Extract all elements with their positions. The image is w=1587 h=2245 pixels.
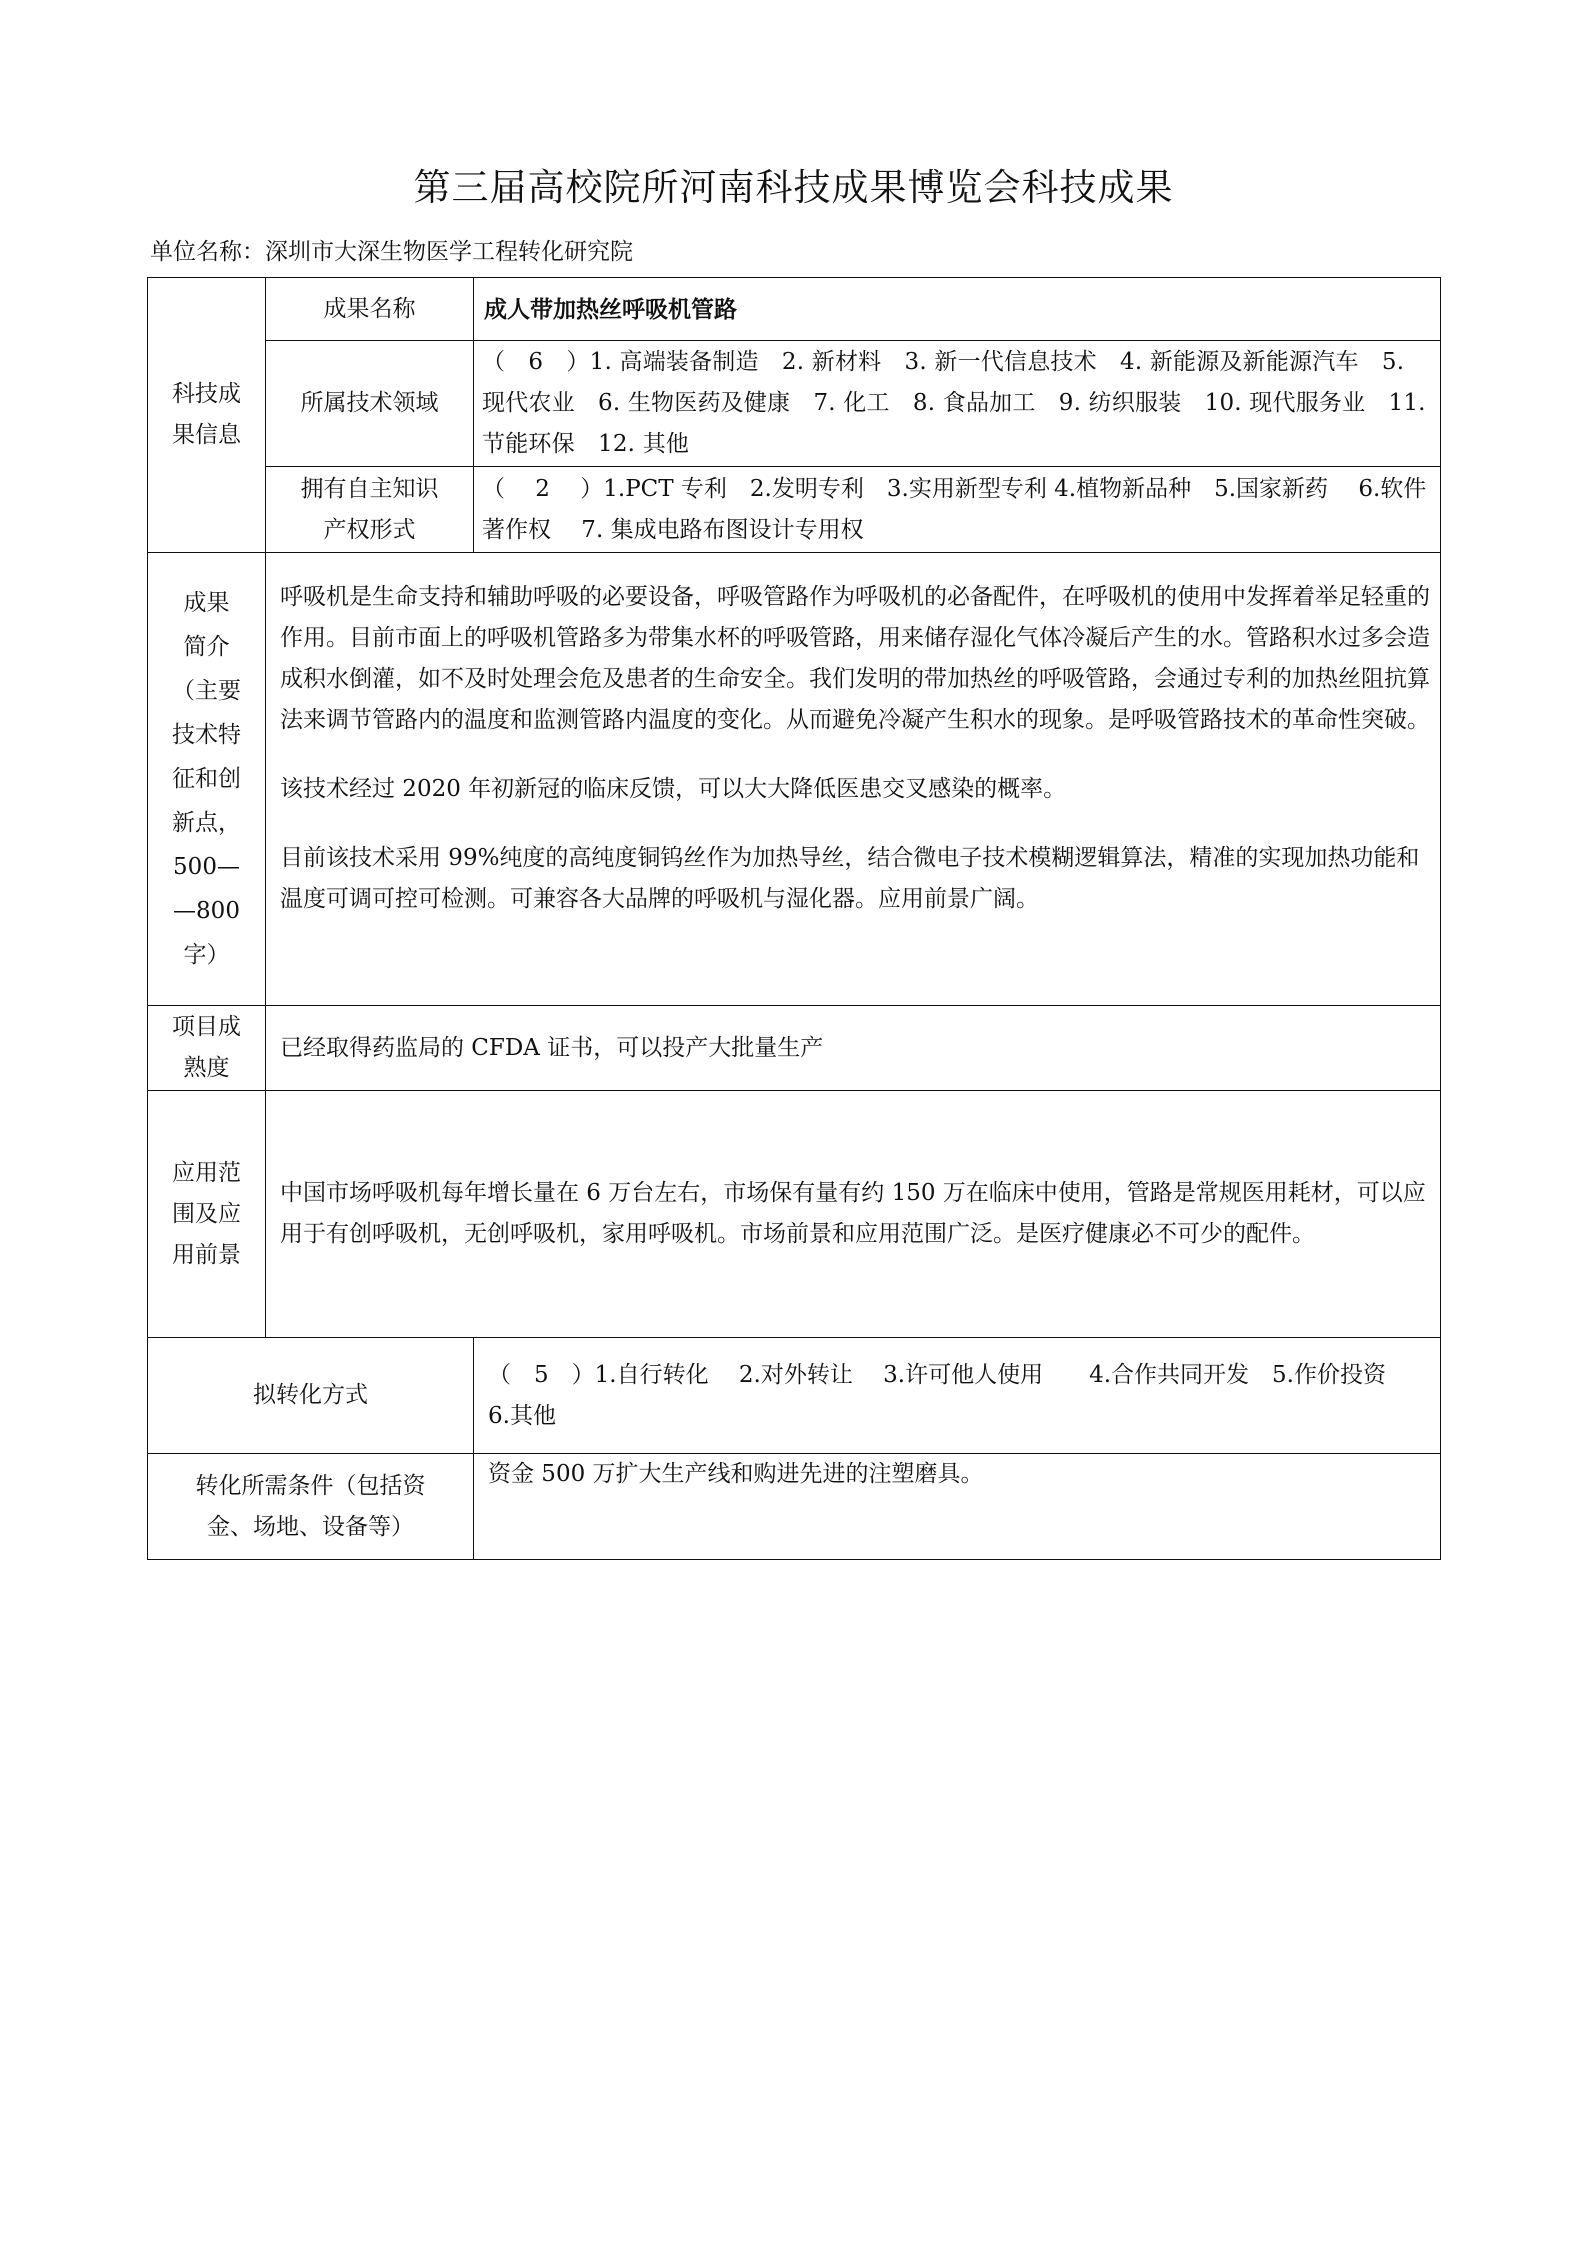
maturity-value-cell [265,1005,1441,1091]
row-label-name: 成果名称 [265,277,474,341]
tech-info-label-line: 果信息 [172,422,241,448]
page-title: 第三届高校院所河南科技成果博览会科技成果 [413,166,1174,209]
summary-value-cell [265,552,1441,1006]
row-label-field: 所属技术领域 [265,340,474,467]
tech-field-options: （ 6 ）1. 高端装备制造 2. 新材料 3. 新一代信息技术 4. 新能源及新能源汽车 5. 现代农业 6. 生物医药及健康 7. 化工 8. 食品加工 9. 纺织服装 10. 现代服务业 11. 节能环保 12. 其他 [482,349,1426,457]
conditions-value: 资金 500 万扩大生产线和购进先进的注塑磨具。 [488,1461,984,1487]
achievement-table [147,277,1441,1560]
application-value: 中国市场呼吸机每年增长量在 6 万台左右，市场保有量有约 150 万在临床中使用，管路是常规医用耗材，可以应用于有创呼吸机，无创呼吸机，家用呼吸机。市场前景和应用范围广泛。是医疗健康必不可少的配件。 [280,1180,1426,1247]
summary-label-cell: 成果 简介 （主要 技术特 征和创 新点， 500— —800 字） [147,552,266,1006]
transfer-method-value-cell [473,1337,1441,1454]
row-value-ip [473,466,1441,553]
transfer-method-options: （ 5 ）1.自行转化 2.对外转让 3.许可他人使用 4.合作共同开发 5.作价投资 6.其他 [488,1361,1417,1429]
conditions-value-cell [473,1453,1441,1560]
unit-name [150,236,633,268]
maturity-label-cell: 项目成 熟度 [147,1005,266,1091]
row-label-ip: 拥有自主知识 产权形式 [265,466,474,553]
maturity-value: 已经取得药监局的 CFDA 证书，可以投产大批量生产 [280,1034,824,1061]
tech-info-label-line: 科技成 [172,381,241,407]
ip-form-options: （ 2 ）1.PCT 专利 2.发明专利 3.实用新型专利 4.植物新品种 5.国家新药 6.软件著作权 7. 集成电路布图设计专用权 [482,475,1427,543]
summary-paragraph: 目前该技术采用 99%纯度的高纯度铜钨丝作为加热导丝，结合微电子技术模糊逻辑算法，精准的实现加热功能和温度可调可控可检测。可兼容各大品牌的呼吸机与湿化器。应用前景广阔。 [280,845,1420,912]
conditions-label-cell: 转化所需条件（包括资 金、场地、设备等） [147,1453,474,1560]
application-label-cell: 应用范 围及应 用前景 [147,1090,266,1338]
transfer-method-label-cell: 拟转化方式 [147,1337,474,1454]
row-value-name [473,277,1441,341]
row-value-field [473,340,1441,467]
unit-value: 深圳市大深生物医学工程转化研究院 [265,239,633,265]
achievement-name: 成人带加热丝呼吸机管路 [484,295,737,323]
summary-paragraph: 呼吸机是生命支持和辅助呼吸的必要设备，呼吸管路作为呼吸机的必备配件，在呼吸机的使用中发挥着举足轻重的作用。目前市面上的呼吸机管路多为带集水杯的呼吸管路，用来储存湿化气体冷凝后产生的水。管路积水过多会造成积水倒灌，如不及时处理会危及患者的生命安全。我们发明的带加热丝的呼吸管路，会通过专利的加热丝阻抗算法来调节管路内的温度和监测管路内温度的变化。从而避免冷凝产生积水的现象。是呼吸管路技术的革命性突破。 [280,584,1430,733]
summary-paragraph: 该技术经过 2020 年初新冠的临床反馈，可以大大降低医患交叉感染的概率。 [280,776,1067,802]
tech-info-label-cell [147,277,266,553]
application-value-cell [265,1090,1441,1338]
unit-label: 单位名称： [150,239,265,265]
